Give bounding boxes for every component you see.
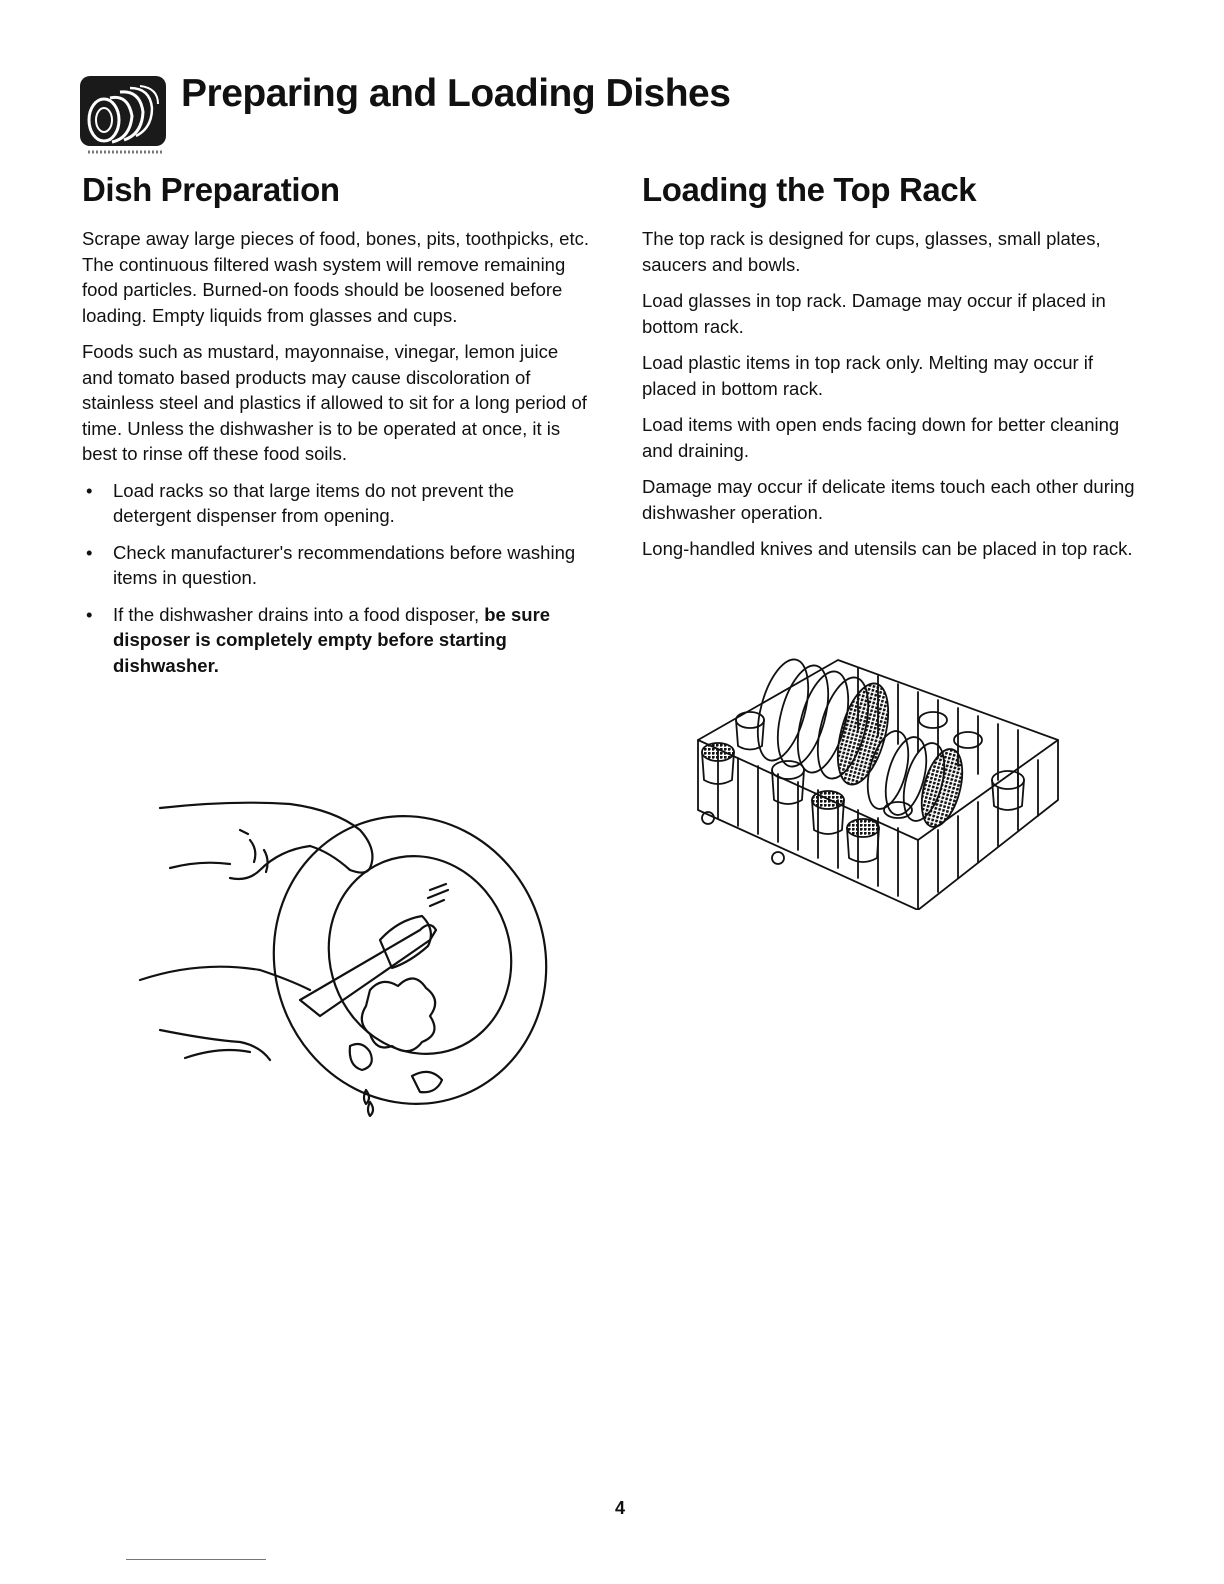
paragraph: Load plastic items in top rack only. Melting may occur if placed in bottom rack.	[642, 352, 1094, 399]
paragraph: Long-handled knives and utensils can be placed in top rack.	[642, 538, 1133, 559]
bullet-text: Check manufacturer's recommendations before washing items in question.	[113, 541, 576, 588]
top-rack-section	[642, 168, 1142, 573]
footer-divider	[126, 1559, 266, 1560]
paragraph: Load items with open ends facing down for better cleaning and draining.	[642, 414, 1120, 461]
stacked-dishes-icon	[80, 76, 166, 160]
top-rack-heading: Loading the Top Rack	[642, 171, 977, 208]
dish-preparation-section	[82, 168, 592, 689]
bullet-icon: •	[86, 541, 93, 563]
paragraph: Scrape away large pieces of food, bones, pits, toothpicks, etc. The continuous filtered wash system will remove remaining food particles. Burned-on foods should be loosened before loading. Empty liquids from glasses and cups.	[82, 228, 589, 326]
bullet-item	[82, 478, 592, 529]
bullet-item	[82, 602, 592, 679]
loaded-top-rack-illustration	[688, 640, 1068, 910]
bullet-item	[82, 540, 592, 591]
paragraph: Damage may occur if delicate items touch each other during dishwasher operation.	[642, 476, 1135, 523]
page-number: 4	[614, 1498, 625, 1518]
page-header	[80, 70, 840, 166]
bullet-text: Load racks so that large items do not prevent the detergent dispenser from opening.	[113, 479, 515, 526]
dish-preparation-heading: Dish Preparation	[82, 171, 340, 208]
scraping-plate-illustration	[130, 790, 570, 1120]
bullet-icon: •	[86, 479, 93, 501]
bullet-list	[82, 478, 592, 679]
paragraph: Load glasses in top rack. Damage may occur if placed in bottom rack.	[642, 290, 1106, 337]
paragraph: The top rack is designed for cups, glasses, small plates, saucers and bowls.	[642, 228, 1101, 275]
bullet-warning-text: be sure disposer is completely empty before starting dishwasher.	[113, 603, 551, 676]
paragraph: Foods such as mustard, mayonnaise, vinegar, lemon juice and tomato based products may cause discoloration of stainless steel and plastics if allowed to sit for a long period of time. Unless the dishwasher is to be operated at once, it is best to rinse off these food soils.	[82, 341, 587, 464]
page-title: Preparing and Loading Dishes	[181, 72, 731, 115]
bullet-icon: •	[86, 603, 93, 625]
bullet-text: If the dishwasher drains into a food disposer,	[113, 603, 480, 625]
